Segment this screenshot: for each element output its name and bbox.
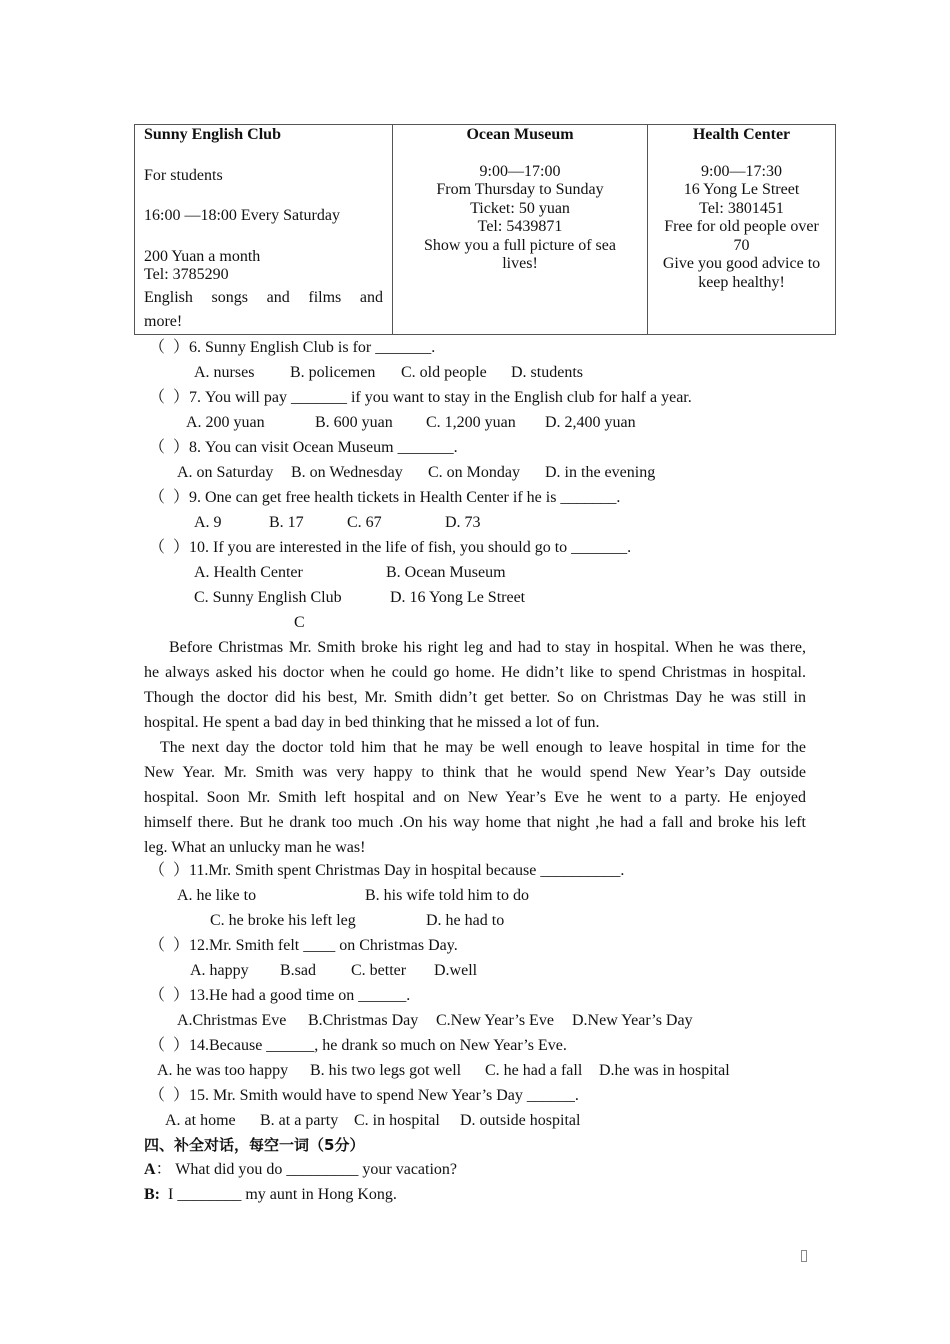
dialogue-line-b <box>144 1185 397 1205</box>
passage-c <box>144 635 806 860</box>
question-8-stem: （ ）8. You can visit Ocean Museum _______. <box>149 439 458 456</box>
passage-line: leg. What an unlucky man he was! <box>144 839 366 856</box>
passage-line: hospital. Soon Mr. Smith left hospital and on New Year’s Eve he went to a party. He enjoyed <box>144 789 806 806</box>
question-9-option-d: D. 73 <box>445 514 481 531</box>
ocean-museum-cell <box>393 125 648 335</box>
question-12-option-c: C. better <box>351 962 407 979</box>
museum-desc-1: Show you a full picture of sea <box>424 236 616 254</box>
question-8-option-a: A. on Saturday <box>177 464 274 481</box>
question-8-option-d: D. in the evening <box>545 464 656 481</box>
question-7-option-a: A. 200 yuan <box>186 414 265 431</box>
question-12-stem: （ ）12.Mr. Smith felt ____ on Christmas Day. <box>149 937 458 954</box>
museum-ticket: Ticket: 50 yuan <box>470 199 570 217</box>
speaker-a-separator: ： <box>155 1161 172 1178</box>
question-6-option-c: C. old people <box>401 364 487 381</box>
passage-line: hospital. He spent a bad day in bed thinking that he missed a lot of fun. <box>144 714 600 731</box>
passage-line: he always asked his doctor when he could go home. He didn’t like to spend Christmas in hospital. <box>144 664 806 681</box>
health-title: Health Center <box>692 126 791 143</box>
question-7-stem: （ ）7. You will pay _______ if you want to stay in the English club for half a year. <box>149 389 692 406</box>
question-6-stem: （ ）6. Sunny English Club is for _______. <box>149 339 436 356</box>
club-title: Sunny English Club <box>144 126 281 143</box>
question-12-option-a: A. happy <box>190 962 249 979</box>
sunny-english-club-cell <box>135 125 393 335</box>
question-6-option-d: D. students <box>511 364 583 381</box>
question-8-option-b: B. on Wednesday <box>291 464 403 481</box>
club-time: 16:00 —18:00 Every Saturday <box>144 207 340 224</box>
passage-line: himself there. But he drank too much .On his way home that night ,he had a fall and broke his left <box>144 814 806 831</box>
dialogue-a-text: What did you do _________ your vacation? <box>171 1161 458 1178</box>
question-13-stem: （ ）13.He had a good time on ______. <box>149 987 411 1004</box>
question-9-option-c: C. 67 <box>347 514 382 531</box>
question-15-option-d: D. outside hospital <box>460 1112 581 1129</box>
question-11-option-a: A. he like to <box>177 887 257 904</box>
question-13-option-c: C.New Year’s Eve <box>436 1012 554 1029</box>
question-11-option-b: B. his wife told him to do <box>365 887 529 904</box>
museum-desc-2: lives! <box>502 255 538 272</box>
question-10-stem: （ ）10. If you are interested in the life of fish, you should go to _______. <box>149 539 632 556</box>
question-14-option-c: C. he had a fall <box>485 1062 583 1079</box>
section-c-label: C <box>294 614 305 631</box>
club-price: 200 Yuan a month <box>144 247 261 265</box>
question-10-option-d: D. 16 Yong Le Street <box>390 589 526 606</box>
question-10-option-b: B. Ocean Museum <box>386 564 506 581</box>
health-advice-2: keep healthy! <box>698 273 785 291</box>
question-14-stem: （ ）14.Because ______, he drank so much on New Year’s Eve. <box>149 1037 567 1054</box>
question-15-option-a: A. at home <box>165 1112 236 1129</box>
club-desc-1: English songs and films and <box>144 288 383 306</box>
question-12-option-b: B.sad <box>280 962 316 979</box>
passage-line: The next day the doctor told him that he may be well enough to leave hospital in time for the <box>160 739 806 756</box>
question-11-option-d: D. he had to <box>426 912 505 929</box>
health-free-1: Free for old people over <box>664 218 819 235</box>
info-table <box>134 124 836 335</box>
health-address: 16 Yong Le Street <box>683 181 800 198</box>
question-7-option-b: B. 600 yuan <box>315 414 393 431</box>
passage-line: New Year. Mr. Smith was very happy to think that he would spend New Year’s Day outside <box>144 764 806 781</box>
question-13-option-a: A.Christmas Eve <box>177 1012 287 1029</box>
health-free-2: 70 <box>733 236 750 254</box>
passage-line: Though the doctor did his best, Mr. Smith didn’t get better. So on Christmas Day he was still in <box>144 689 806 706</box>
health-advice-1: Give you good advice to <box>662 255 821 272</box>
speaker-a: A <box>144 1161 156 1178</box>
health-time: 9:00—17:30 <box>701 162 782 180</box>
question-9-stem: （ ）9. One can get free health tickets in Health Center if he is _______. <box>149 489 621 506</box>
club-tel: Tel: 3785290 <box>144 266 229 283</box>
question-14-option-a: A. he was too happy <box>157 1062 289 1079</box>
question-15-option-b: B. at a party <box>260 1112 339 1129</box>
question-13-option-b: B.Christmas Day <box>308 1012 419 1029</box>
question-11-option-c: C. he broke his left leg <box>210 912 356 929</box>
health-tel: Tel: 3801451 <box>699 199 784 217</box>
section-4-heading: 四、补全对话，每空一词（5分） <box>144 1136 365 1154</box>
museum-title: Ocean Museum <box>466 126 574 143</box>
health-center-cell <box>648 125 836 335</box>
question-6-option-b: B. policemen <box>290 364 376 381</box>
question-10-option-c: C. Sunny English Club <box>194 589 342 606</box>
question-10-option-a: A. Health Center <box>194 564 303 581</box>
question-15-stem: （ ）15. Mr. Smith would have to spend New Year’s Day ______. <box>149 1087 579 1104</box>
question-7-option-c: C. 1,200 yuan <box>426 414 516 431</box>
speaker-b: B: <box>144 1186 160 1203</box>
dialogue-line-a <box>144 1160 457 1180</box>
question-11-stem: （ ）11.Mr. Smith spent Christmas Day in hospital because __________. <box>149 862 625 879</box>
question-14-option-b: B. his two legs got well <box>310 1062 462 1079</box>
question-7-option-d: D. 2,400 yuan <box>545 414 636 431</box>
question-15-option-c: C. in hospital <box>354 1112 440 1129</box>
page-marker-icon <box>801 1250 807 1262</box>
dialogue-b-text: I ________ my aunt in Hong Kong. <box>160 1186 397 1203</box>
question-13-option-d: D.New Year’s Day <box>572 1012 693 1029</box>
passage-line: Before Christmas Mr. Smith broke his right leg and had to stay in hospital. When he was there, <box>169 639 806 656</box>
museum-time: 9:00—17:00 <box>479 162 561 180</box>
question-9-option-a: A. 9 <box>194 514 222 531</box>
question-6-option-a: A. nurses <box>194 364 255 381</box>
museum-days: From Thursday to Sunday <box>436 181 604 198</box>
question-8-option-c: C. on Monday <box>428 464 520 481</box>
question-12-option-d: D.well <box>434 962 478 979</box>
club-for: For students <box>144 166 223 184</box>
museum-tel: Tel: 5439871 <box>477 218 563 235</box>
question-14-option-d: D.he was in hospital <box>599 1062 730 1079</box>
club-desc-2: more! <box>144 312 183 330</box>
question-9-option-b: B. 17 <box>269 514 304 531</box>
